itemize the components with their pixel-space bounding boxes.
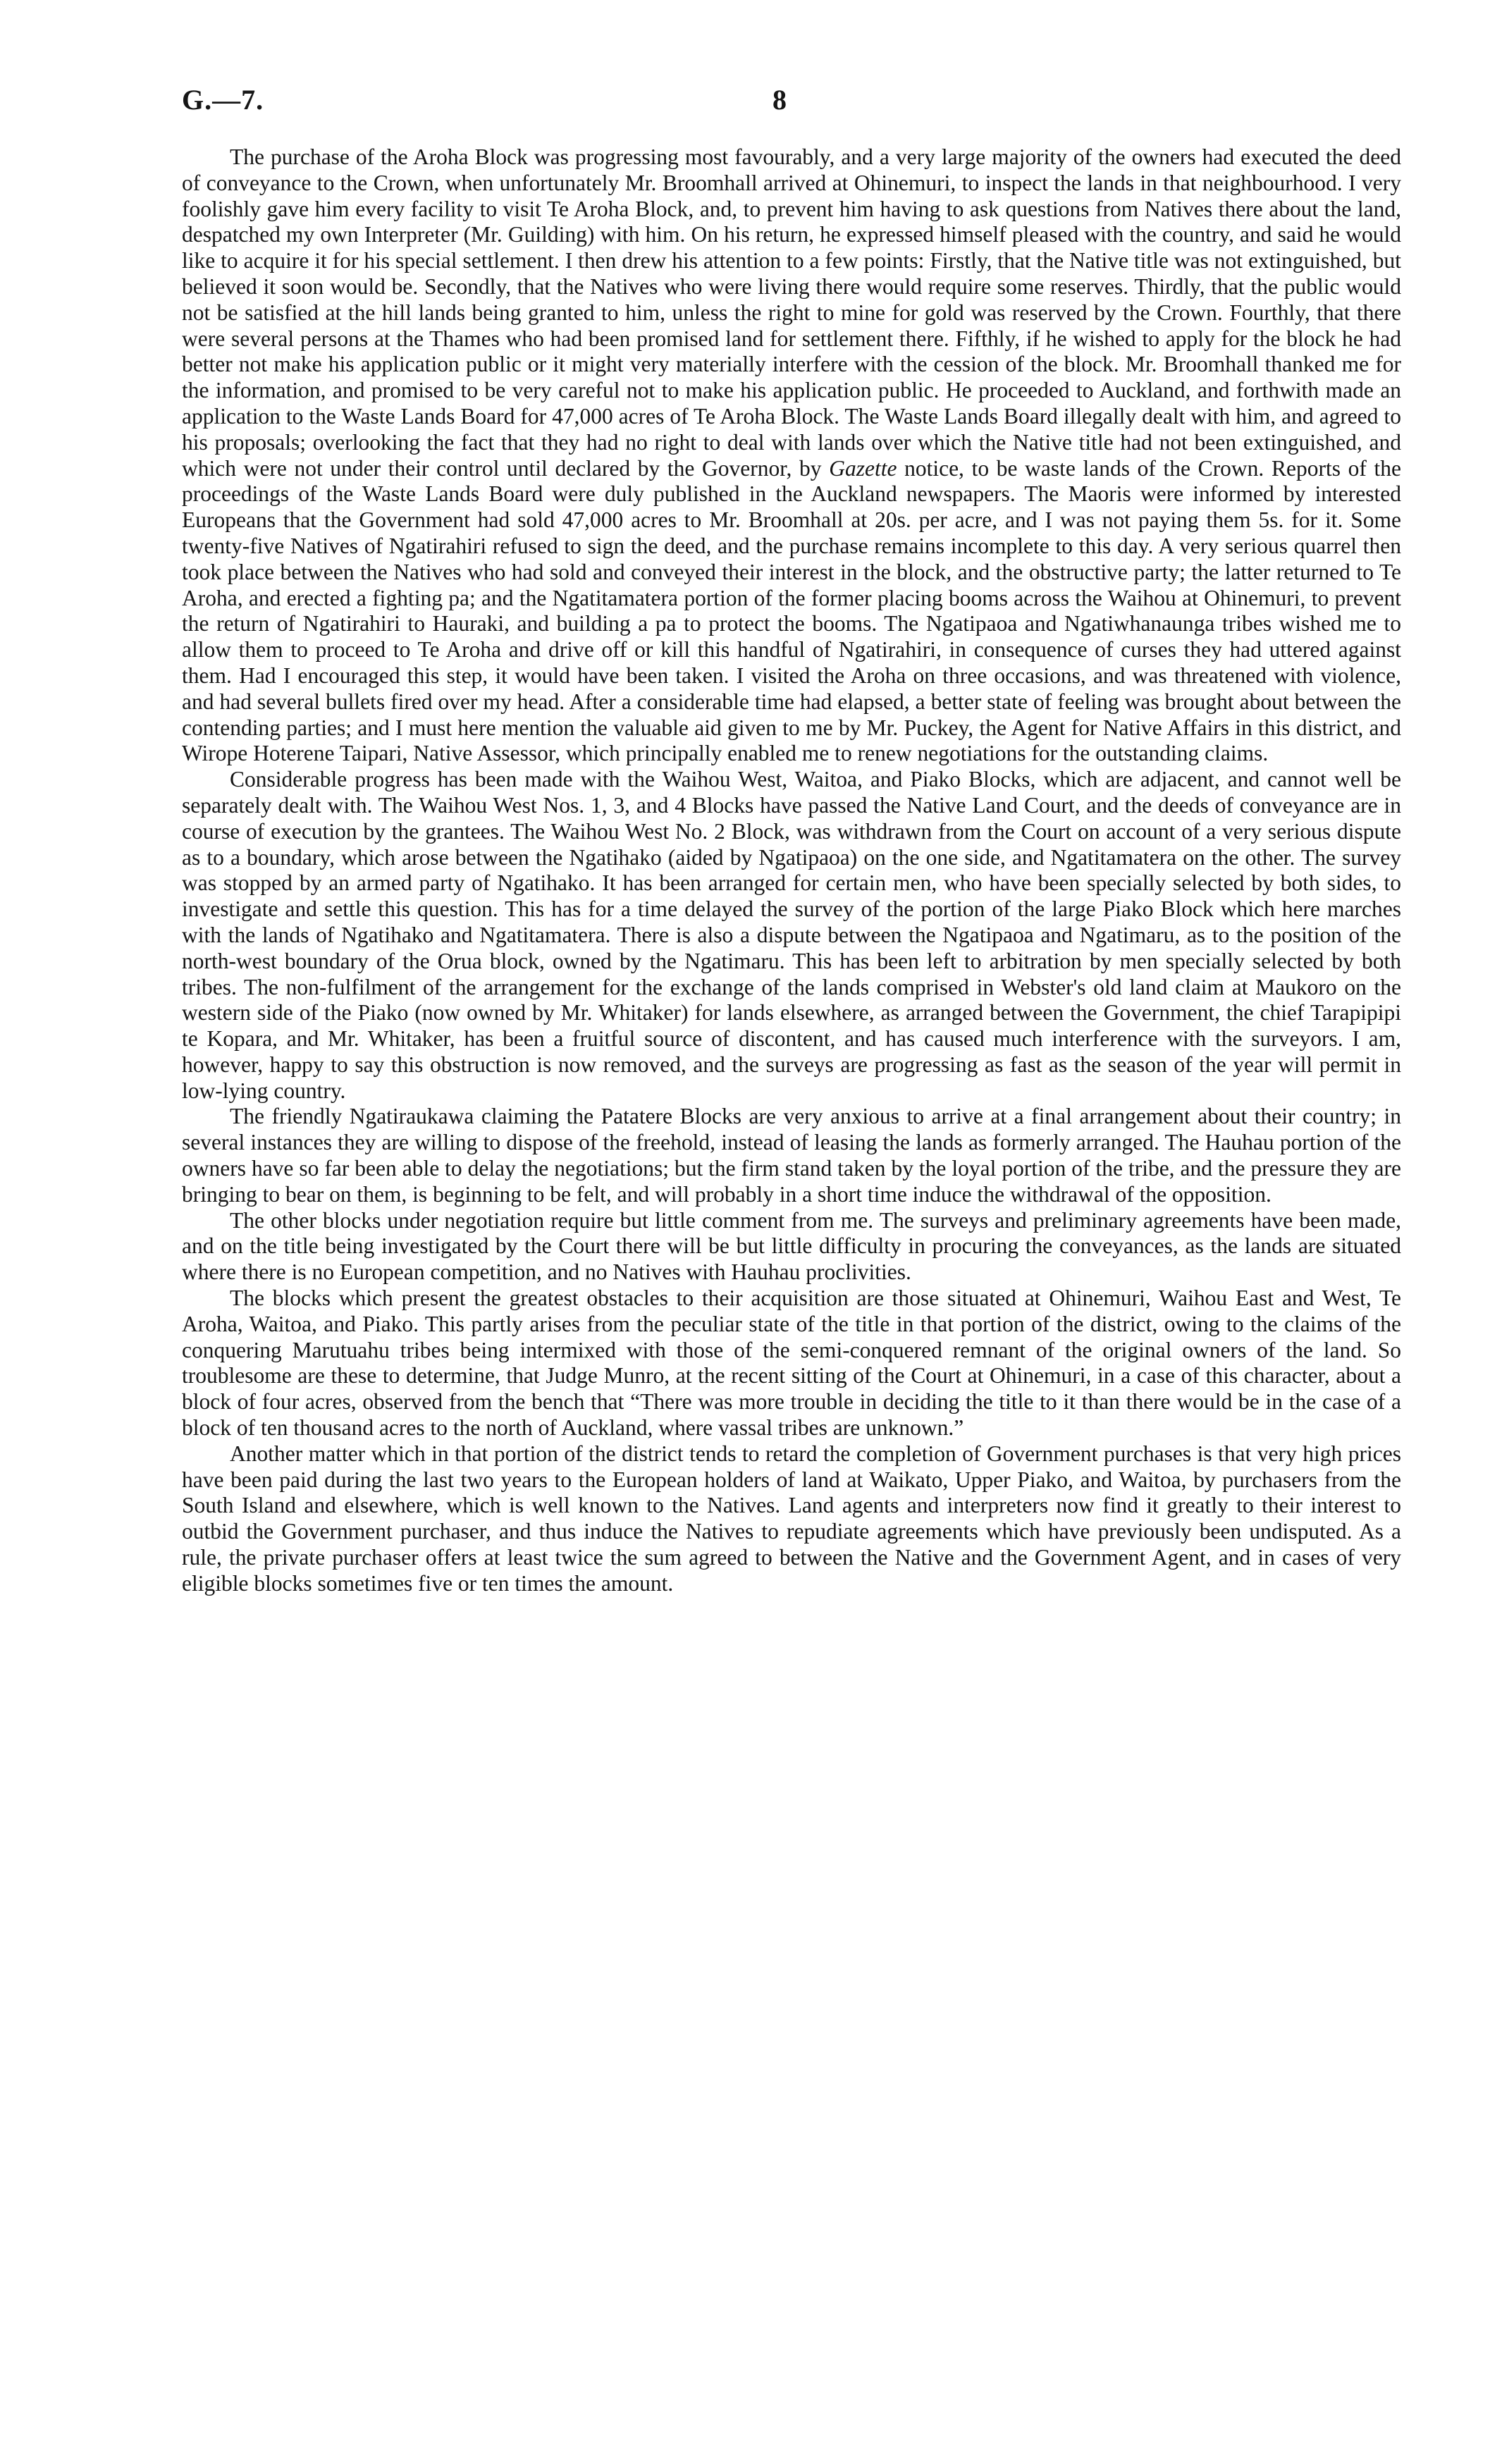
paragraph-text: The purchase of the Aroha Block was progressing most favourably, and a very large majority of the owners had executed the deed of conveyance to the Crown, when unfortunately Mr. Broomhall arrived at Ohinemuri, to inspect the lands in that neighbourhood. I very foolishly gave him every facility to visit Te Aroha Block, and, to prevent him having to ask questions from Natives there about the land, despatched my own Interpreter (Mr. Guilding) with him. On his return, he expressed himself pleased with the country, and said he would like to acquire it for his special settlement. I then drew his attention to a few points: Firstly, that the Native title was not extinguished, but believed it soon would be. Secondly, that the Natives who were living there would require some reserves. Thirdly, that the public would not be satisfied at the hill lands being granted to him, unless the right to mine for gold was reserved by the Crown. Fourthly, that there were several persons at the Thames who had been promised land for settlement there. Fifthly, if he wished to apply for the block he had better not make his application public or it might very materially interfere with the cession of the block. Mr. Broomhall thanked me for the information, and promised to be very careful not to make his application public. He proceeded to Auckland, and forthwith made an application to the Waste Lands Board for 47,000 acres of Te Aroha Block. The Waste Lands Board illegally dealt with him, and agreed to his proposals; overlooking the fact that they had no right to deal with lands over which the Native title had not been extinguished, and which were not under their control until declared by the Governor, by: [182, 144, 1401, 481]
paragraph-aroha-block: [182, 144, 1401, 767]
document-body: [182, 144, 1401, 1597]
document-reference: G.—7.: [182, 84, 264, 116]
paragraph-text: notice, to be waste lands of the Crown. Reports of the proceedings of the Waste Lands Board were duly published in the Auckland newspapers. The Maoris were informed by interested Europeans that the Government had sold 47,000 acres to Mr. Broomhall at 20s. per acre, and I was not paying them 5s. for it. Some twenty-five Natives of Ngatirahiri refused to sign the deed, and the purchase remains incomplete to this day. A very serious quarrel then took place between the Natives who had sold and conveyed their interest in the block, and the obstructive party; the latter returned to Te Aroha, and erected a fighting pa; and the Ngatitamatera portion of the former placing booms across the Waihou at Ohinemuri, to prevent the return of Ngatirahiri to Hauraki, and building a pa to protect the booms. The Ngatipaoa and Ngatiwhanaunga tribes wished me to allow them to proceed to Te Aroha and drive off or kill this handful of Ngatirahiri, in consequence of curses they had uttered against them. Had I encouraged this step, it would have been taken. I visited the Aroha on three occasions, and was threatened with violence, and had several bullets fired over my head. After a considerable time had elapsed, a better state of feeling was brought about between the contending parties; and I must here mention the valuable aid given to me by Mr. Puckey, the Agent for Native Affairs in this district, and Wirope Hoterene Taipari, Native Assessor, which principally enabled me to renew negotiations for the outstanding claims.: [182, 455, 1401, 766]
paragraph-waihou-west: Considerable progress has been made with the Waihou West, Waitoa, and Piako Blocks, which are adjacent, and cannot well be separately dealt with. The Waihou West Nos. 1, 3, and 4 Blocks have passed the Native Land Court, and the deeds of conveyance are in course of execution by the grantees. The Waihou West No. 2 Block, was withdrawn from the Court on account of a very serious dispute as to a boundary, which arose between the Ngatihako (aided by Ngatipaoa) on the one side, and Ngatitamatera on the other. The survey was stopped by an armed party of Ngatihako. It has been arranged for certain men, who have been specially selected by both sides, to investigate and settle this question. This has for a time delayed the survey of the portion of the large Piako Block which here marches with the lands of Ngatihako and Ngatitamatera. There is also a dispute between the Ngatipaoa and Ngatimaru, as to the position of the north-west boundary of the Orua block, owned by the Ngatimaru. This has been left to arbitration by men specially selected by both tribes. The non-fulfilment of the arrangement for the exchange of the lands comprised in Webster's old land claim at Maukoro on the western side of the Piako (now owned by Mr. Whitaker) for lands elsewhere, as arranged between the Government, the chief Tarapipipi te Kopara, and Mr. Whitaker, has been a fruitful source of discontent, and has caused much interference with the surveyors. I am, however, happy to say this obstruction is now removed, and the surveys are progressing as fast as the season of the year will permit in low-lying country.: [182, 767, 1401, 1103]
italic-term: Gazette: [829, 455, 897, 481]
paragraph-patatere: The friendly Ngatiraukawa claiming the Patatere Blocks are very anxious to arrive at a final arrangement about their country; in several instances they are willing to dispose of the freehold, instead of leasing the lands as formerly arranged. The Hauhau portion of the owners have so far been able to delay the negotiations; but the firm stand taken by the loyal portion of the tribe, and the pressure they are bringing to bear on them, is beginning to be felt, and will probably in a short time induce the withdrawal of the opposition.: [182, 1104, 1401, 1207]
page-header: [182, 83, 1401, 125]
paragraph-obstacles: The blocks which present the greatest obstacles to their acquisition are those situated at Ohinemuri, Waihou East and West, Te Aroha, Waitoa, and Piako. This partly arises from the peculiar state of the title in that portion of the district, owing to the claims of the conquering Marutuahu tribes being intermixed with those of the semi-conquered remnant of the original owners of the land. So troublesome are these to determine, that Judge Munro, at the recent sitting of the Court at Ohinemuri, in a case of this character, about a block of four acres, observed from the bench that “There was more trouble in deciding the title to it than there would be in the case of a block of ten thousand acres to the north of Auckland, where vassal tribes are unknown.”: [182, 1286, 1401, 1441]
paragraph-high-prices: Another matter which in that portion of the district tends to retard the completion of Government purchases is that very high prices have been paid during the last two years to the European holders of land at Waikato, Upper Piako, and Waitoa, by purchasers from the South Island and elsewhere, which is well known to the Natives. Land agents and interpreters now find it greatly to their interest to outbid the Government purchaser, and thus induce the Natives to repudiate agreements which have previously been undisputed. As a rule, the private purchaser offers at least twice the sum agreed to between the Native and the Government Agent, and in cases of very eligible blocks sometimes five or ten times the amount.: [182, 1441, 1401, 1596]
paragraph-other-blocks: The other blocks under negotiation require but little comment from me. The surveys and preliminary agreements have been made, and on the title being investigated by the Court there will be but little difficulty in procuring the conveyances, as the lands are situated where there is no European competition, and no Natives with Hauhau proclivities.: [182, 1207, 1401, 1285]
page-number: 8: [772, 84, 787, 116]
